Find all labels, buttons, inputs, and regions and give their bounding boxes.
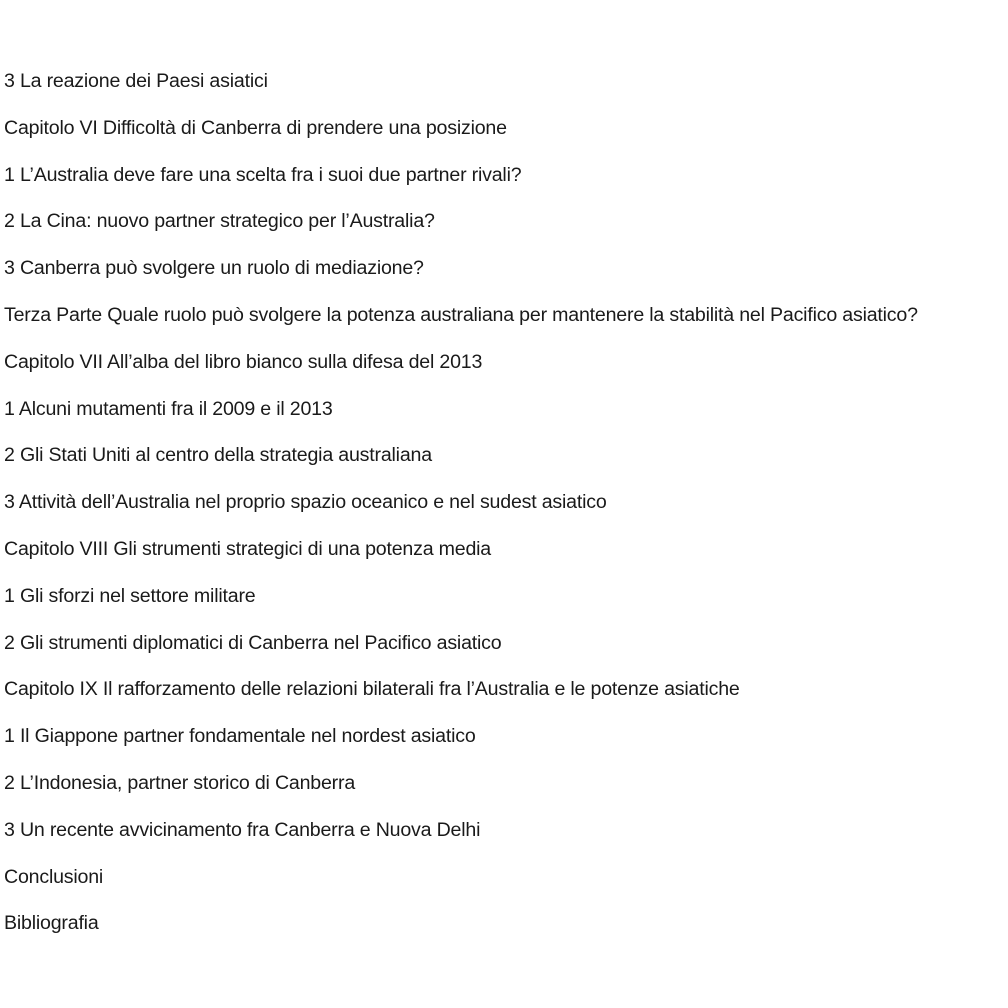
toc-entry: 1 Il Giappone partner fondamentale nel nordest asiatico <box>4 725 476 748</box>
toc-entry: 2 Gli Stati Uniti al centro della strategia australiana <box>4 444 432 467</box>
toc-entry: Capitolo VIII Gli strumenti strategici di una potenza media <box>4 537 491 560</box>
toc-entry: 2 La Cina: nuovo partner strategico per l’Australia? <box>4 210 435 233</box>
toc-entry: Capitolo IX Il rafforzamento delle relazioni bilaterali fra l’Australia e le potenze asiatiche <box>4 678 740 701</box>
toc-entry: Capitolo VII All’alba del libro bianco sulla difesa del 2013 <box>4 350 483 373</box>
toc-entry: Bibliografia <box>4 912 99 935</box>
toc-entry: 3 Un recente avvicinamento fra Canberra e Nuova Delhi <box>4 818 481 841</box>
toc-entry: Conclusioni <box>4 865 104 888</box>
toc-entry: 3 Attività dell’Australia nel proprio spazio oceanico e nel sudest asiatico <box>4 491 607 514</box>
toc-entry: 1 Gli sforzi nel settore militare <box>4 584 256 607</box>
table-of-contents <box>4 66 1004 955</box>
toc-entry: 1 L’Australia deve fare una scelta fra i suoi due partner rivali? <box>4 163 522 186</box>
toc-entry: 2 L’Indonesia, partner storico di Canberra <box>4 771 356 794</box>
toc-entry: 3 Canberra può svolgere un ruolo di mediazione? <box>4 257 424 280</box>
toc-entry: 3 La reazione dei Paesi asiatici <box>4 70 268 92</box>
toc-entry: Capitolo VI Difficoltà di Canberra di prendere una posizione <box>4 116 507 139</box>
toc-entry: Terza Parte Quale ruolo può svolgere la potenza australiana per mantenere la stabilità nel Pacifico asiatico? <box>4 303 918 326</box>
toc-entry: 1 Alcuni mutamenti fra il 2009 e il 2013 <box>4 397 333 420</box>
toc-entry: 2 Gli strumenti diplomatici di Canberra nel Pacifico asiatico <box>4 631 502 654</box>
